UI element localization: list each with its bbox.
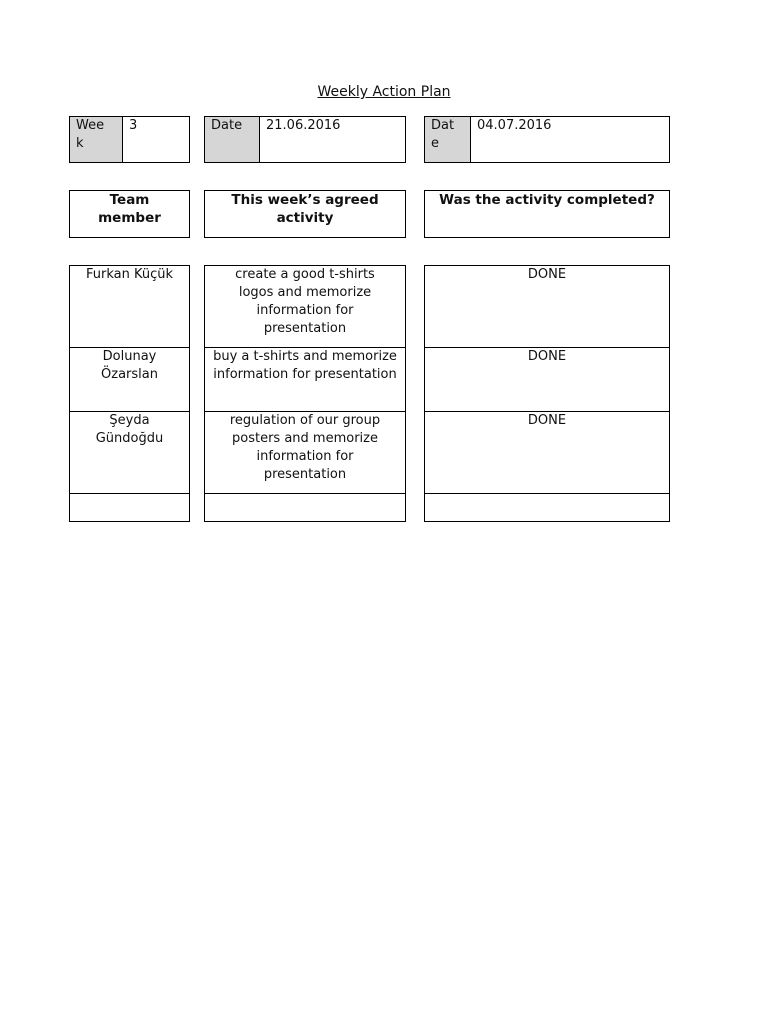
member-cell: Furkan Küçük xyxy=(85,267,174,282)
completed-column xyxy=(424,265,670,522)
activity-column xyxy=(204,265,406,522)
week-value: 3 xyxy=(129,118,138,133)
date-end-box xyxy=(424,116,670,163)
header-completed-text: Was the activity completed? xyxy=(439,192,655,208)
header-completed xyxy=(424,190,670,238)
week-label: Wee k xyxy=(70,117,123,162)
date-start-label: Date xyxy=(205,117,260,162)
week-box xyxy=(69,116,190,163)
member-cell: Dolunay Özarslan xyxy=(101,349,158,382)
activity-cell: buy a t-shirts and memorize information for presentation xyxy=(213,349,397,382)
activity-cell: create a good t-shirts logos and memorize information for presentation xyxy=(235,267,375,336)
member-column xyxy=(69,265,190,522)
completed-cell: DONE xyxy=(527,349,567,364)
header-team-member-text: Team member xyxy=(98,192,161,226)
header-team-member xyxy=(69,190,190,238)
completed-cell: DONE xyxy=(527,413,567,428)
page-title: Weekly Action Plan xyxy=(317,84,451,100)
header-activity-text: This week’s agreed activity xyxy=(231,192,379,226)
row-divider xyxy=(425,493,669,494)
header-activity xyxy=(204,190,406,238)
date-end-value: 04.07.2016 xyxy=(477,118,552,133)
row-divider xyxy=(70,493,189,494)
member-cell: Şeyda Gündoğdu xyxy=(95,413,164,446)
completed-cell: DONE xyxy=(527,267,567,282)
date-end-label: Dat e xyxy=(425,117,471,162)
date-start-value: 21.06.2016 xyxy=(266,118,341,133)
date-start-box xyxy=(204,116,406,163)
activity-cell: regulation of our group posters and memorize information for presentation xyxy=(229,413,381,482)
row-divider xyxy=(205,493,405,494)
